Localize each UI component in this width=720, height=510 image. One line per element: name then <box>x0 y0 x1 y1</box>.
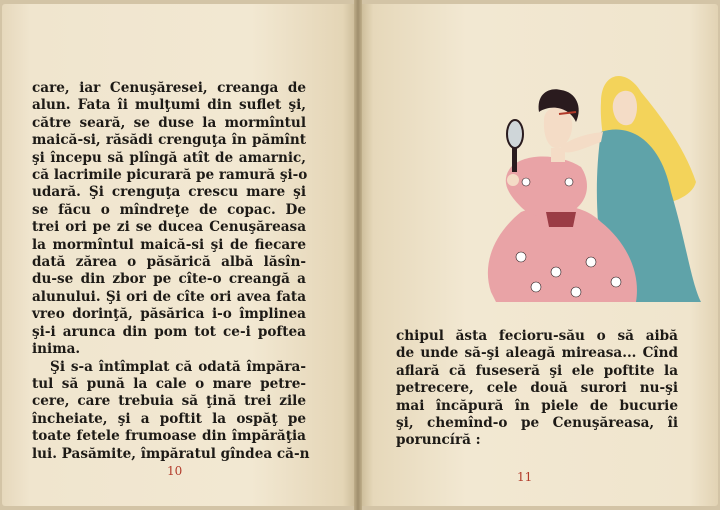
text-line: şi începu să plîngă atît de amarnic, <box>32 149 306 166</box>
text-line: lui. Pasămite, împăratul gîndea că-n <box>32 445 310 462</box>
text-line: tul să pună la cale o mare petre- <box>32 375 306 392</box>
paragraph-3 <box>396 328 678 450</box>
text-line: petrecere, cele două surori nu-şi <box>396 380 678 397</box>
page-number-right: 11 <box>517 470 533 484</box>
text-line: cere, care trebuia să ţină trei zile <box>32 393 306 410</box>
text-line: vreo dorinţă, păsărica i-o împlinea <box>32 306 306 323</box>
text-line: mai încăpură în piele de bucurie <box>396 397 678 414</box>
text-line: maică-si, răsădi crenguţa în pămînt <box>32 132 306 149</box>
left-page-text <box>32 80 310 463</box>
text-line: udară. Şi crenguţa crescu mare şi <box>32 184 306 201</box>
paragraph-2 <box>32 359 306 376</box>
page-number-left: 10 <box>167 464 183 478</box>
text-line: de unde să-şi aleagă mireasa... Cînd <box>396 345 678 362</box>
text-line: chipul ăsta fecioru-său o să aibă <box>396 328 678 344</box>
text-line: Şi s-a întîmplat că odată împăra- <box>50 358 306 375</box>
cinderella-illustration <box>451 62 711 312</box>
paragraph-2-cont <box>32 375 310 463</box>
text-line: se făcu o mîndreţe de copac. De <box>32 201 306 218</box>
text-line: care, iar Cenuşăresei, creanga de <box>32 80 306 96</box>
text-line: şi, chemînd-o pe Cenuşăreasa, îi <box>396 415 678 432</box>
text-line: toate fetele frumoase din împărăţia <box>32 428 306 445</box>
text-line: şi-i arunca din pom tot ce-i poftea <box>32 323 306 340</box>
book-gutter <box>354 0 362 510</box>
text-line: du-se din zbor pe cîte-o creangă a <box>32 271 306 288</box>
text-line: către seară, se duse la mormîntul <box>32 114 306 131</box>
right-page <box>359 4 718 506</box>
text-line: inima. <box>32 341 81 358</box>
paragraph-1 <box>32 80 306 359</box>
right-page-text <box>396 328 678 450</box>
left-page <box>2 4 357 506</box>
text-line: că lacrimile picurară pe ramură şi-o <box>32 167 308 184</box>
text-line: încheiate, şi a poftit la ospăţ pe <box>32 410 306 427</box>
text-line: poruncíră : <box>396 432 481 449</box>
text-line: trei ori pe zi se ducea Cenuşăreasa <box>32 219 306 236</box>
text-line: alun. Fata îi mulţumi din suflet şi, <box>32 97 306 114</box>
text-line: dată zărea o păsărică albă lăsîn- <box>32 254 306 271</box>
text-line: aflară că fuseseră şi ele poftite la <box>396 362 678 379</box>
text-line: la mormîntul maică-si şi de fiecare <box>32 236 306 253</box>
text-line: alunului. Şi ori de cîte ori avea fata <box>32 288 306 305</box>
